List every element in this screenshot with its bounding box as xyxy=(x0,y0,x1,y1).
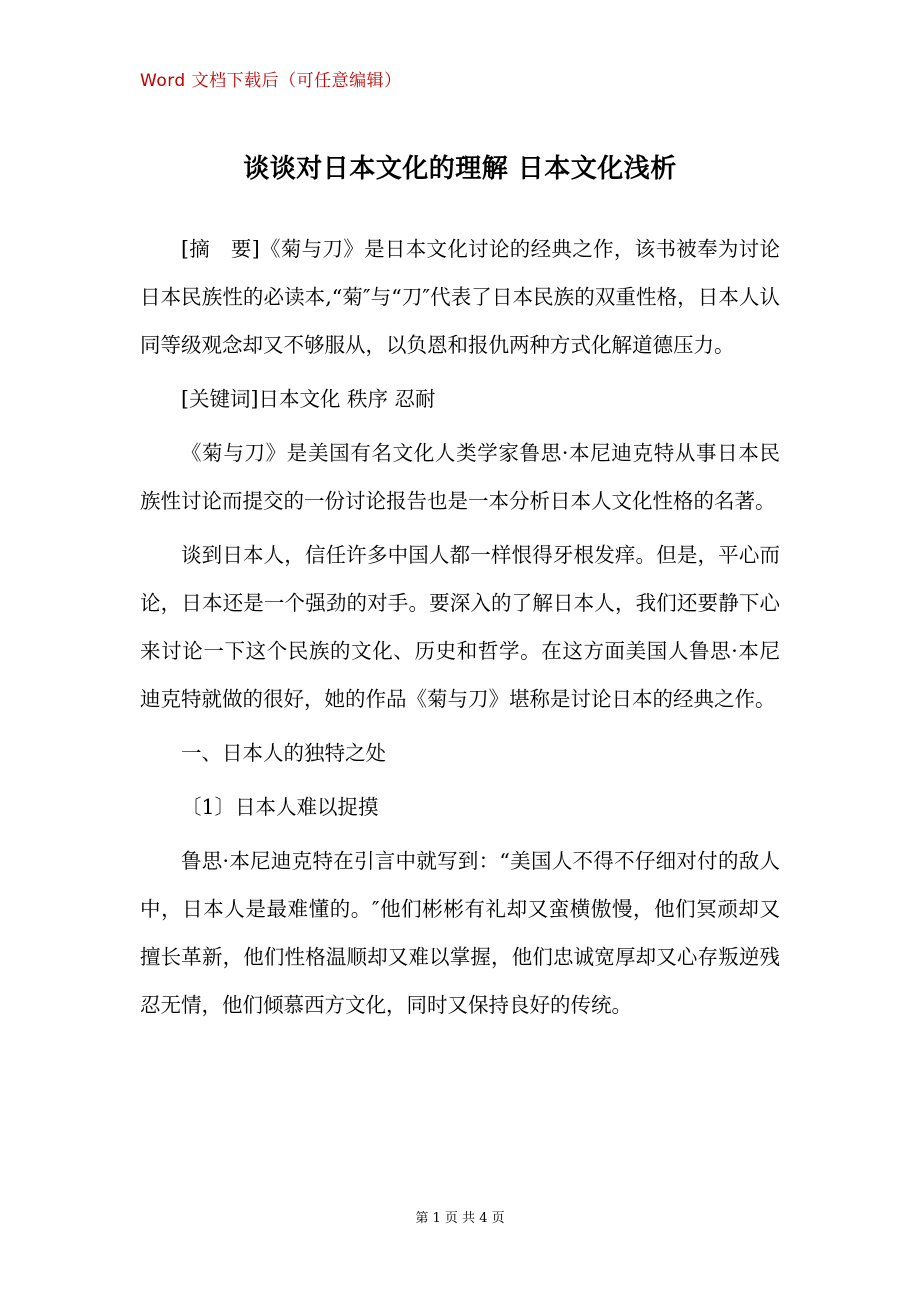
abstract-paragraph: [摘 要]《菊与刀》是日本文化讨论的经典之作，该书被奉为讨论日本民族性的必读本,“菊″与“刀″代表了日本民族的双重性格，日本人认同等级观念却又不够服从，以负恩和报仇两种方式化解道德压力。 xyxy=(140,237,780,357)
subsection-heading: 〔1〕日本人难以捉摸 xyxy=(181,795,379,819)
section-heading: 一、日本人的独特之处 xyxy=(181,741,386,765)
page-number: 第 1 页 共 4 页 xyxy=(415,1211,505,1226)
body-paragraph-1: 《菊与刀》是美国有名文化人类学家鲁思·本尼迪克特从事日本民族性讨论而提交的一份讨论报告也是一本分析日本人文化性格的名著。 xyxy=(140,441,780,513)
download-note: Word 文档下载后（可任意编辑） xyxy=(140,71,402,91)
body-paragraph-2: 谈到日本人，信任许多中国人都一样恨得牙根发痒。但是，平心而论，日本还是一个强劲的对手。要深入的了解日本人，我们还要静下心来讨论一下这个民族的文化、历史和哲学。在这方面美国人鲁思·本尼迪克特就做的很好，她的作品《菊与刀》堪称是讨论日本的经典之作。 xyxy=(140,543,780,711)
body-paragraph-3: 鲁思·本尼迪克特在引言中就写到：“美国人不得不仔细对付的敌人中，日本人是最难懂的。″他们彬彬有礼却又蛮横傲慢，他们冥顽却又擅长革新，他们性格温顺却又难以掌握，他们忠诚宽厚却又心存叛逆残忍无情，他们倾慕西方文化，同时又保持良好的传统。 xyxy=(140,849,780,1017)
keywords-paragraph: [关键词]日本文化 秩序 忍耐 xyxy=(181,387,436,411)
document-body xyxy=(140,225,780,1035)
document-title: 谈谈对日本文化的理解 日本文化浅析 xyxy=(243,154,677,184)
